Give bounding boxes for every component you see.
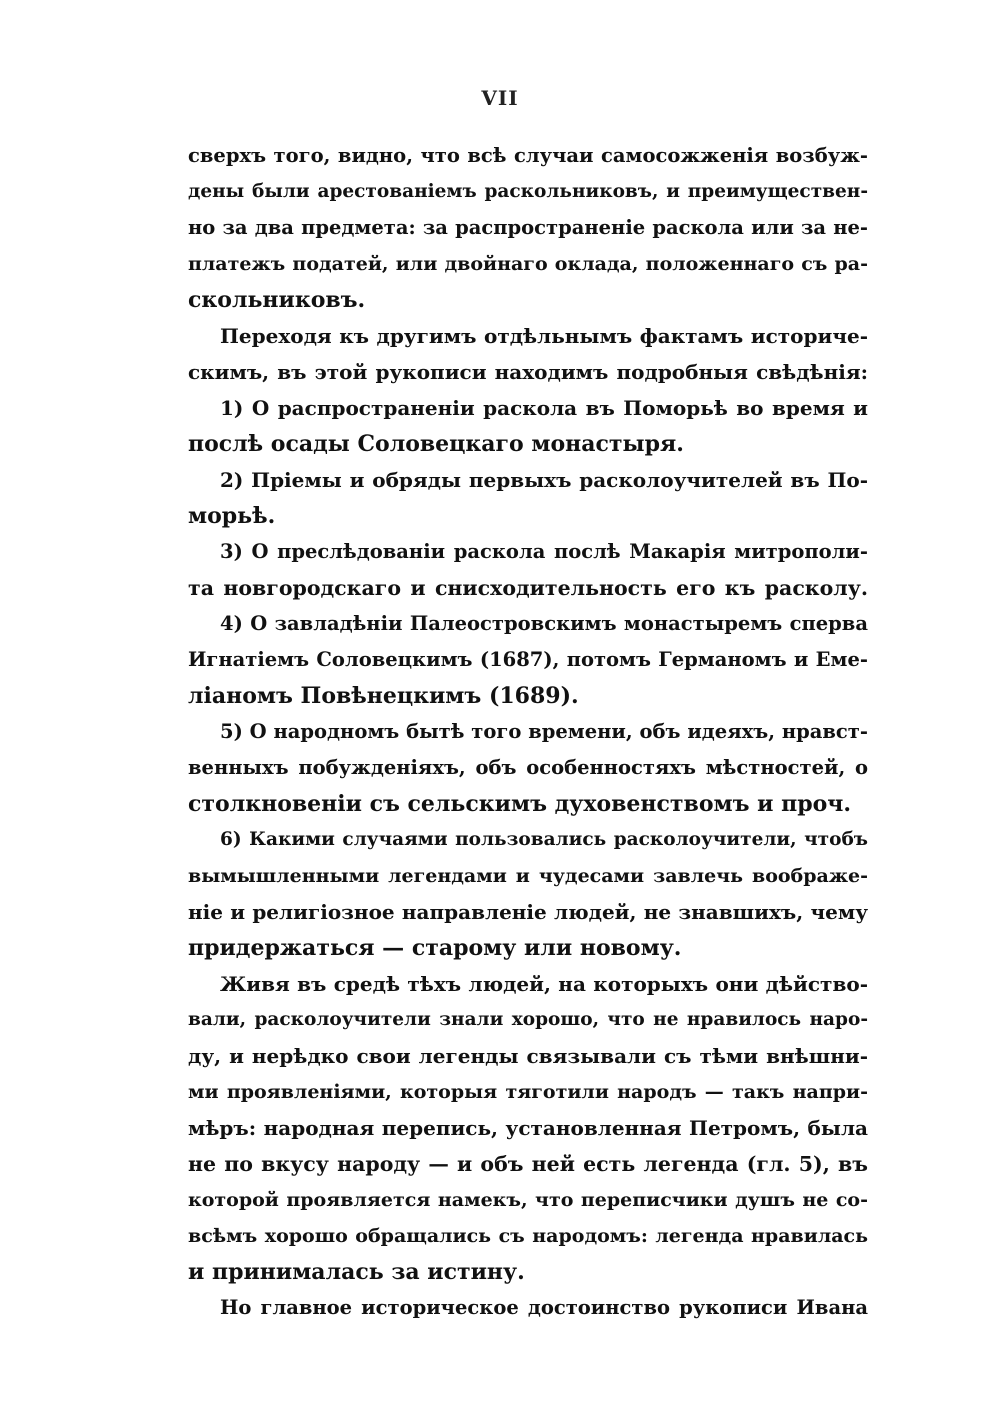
text-line: столкновеніи съ сельскимъ духовенствомъ и проч.	[188, 791, 852, 817]
text-line: 4) О завладѣніи Палеостровскимъ монастыремъ сперва	[220, 612, 868, 635]
text-line: платежъ податей, или двойнаго оклада, положеннаго съ ра-	[188, 253, 868, 275]
text-line: 3) О преслѣдованіи раскола послѣ Макарія митрополи-	[220, 540, 868, 563]
text-line: всѣмъ хорошо обращались съ народомъ: легенда нравилась	[188, 1225, 868, 1247]
page-number: VII	[481, 86, 519, 110]
text-line: не по вкусу народу — и объ ней есть легенда (гл. 5), въ	[188, 1152, 868, 1176]
text-line: 6) Какими случаями пользовались расколоучители, чтобъ	[220, 829, 868, 850]
text-line: 5) О народномъ бытѣ того времени, объ идеяхъ, нравст-	[220, 720, 868, 743]
text-line: 1) О распространеніи раскола въ Поморьѣ во время и	[220, 396, 868, 420]
text-line: придержаться — старому или новому.	[188, 935, 682, 961]
text-line: Но главное историческое достоинство рукописи Ивана	[220, 1296, 868, 1319]
text-line: ду, и нерѣдко свои легенды связывали съ тѣми внѣшни-	[188, 1044, 868, 1068]
text-line: вали, расколоучители знали хорошо, что не нравилось наро-	[188, 1009, 868, 1030]
text-line: дены были арестованіемъ раскольниковъ, и преимуществен-	[188, 181, 868, 202]
text-line: и принималась за истину.	[188, 1259, 525, 1285]
text-line: скимъ, въ этой рукописи находимъ подробныя свѣдѣнія:	[188, 360, 868, 384]
text-line: сверхъ того, видно, что всѣ случаи самосожженія возбуж-	[188, 144, 868, 167]
text-line: но за два предмета: за распространеніе раскола или за не-	[188, 216, 868, 239]
text-line: ліаномъ Повѣнецкимъ (1689).	[188, 683, 579, 709]
text-line: которой проявляется намекъ, что переписчики душъ не со-	[188, 1189, 868, 1211]
text-line: ми проявленіями, которыя тяготили народъ — такъ напри-	[188, 1081, 868, 1103]
text-line: вымышленными легендами и чудесами завлечь воображе-	[188, 865, 868, 887]
text-line: скольниковъ.	[188, 287, 366, 313]
text-line: Живя въ средѣ тѣхъ людей, на которыхъ они дѣйство-	[220, 972, 868, 996]
text-line: Переходя къ другимъ отдѣльнымъ фактамъ историче-	[220, 324, 868, 348]
text-line: Игнатіемъ Соловецкимъ (1687), потомъ Германомъ и Еме-	[188, 648, 868, 671]
text-line: морьѣ.	[188, 503, 276, 529]
text-line: послѣ осады Соловецкаго монастыря.	[188, 431, 684, 457]
text-line: 2) Пріемы и обряды первыхъ расколоучителей въ По-	[220, 468, 868, 492]
text-line: мѣръ: народная перепись, установленная Петромъ, была	[188, 1116, 868, 1140]
text-line: венныхъ побужденіяхъ, объ особенностяхъ мѣстностей, о	[188, 756, 868, 779]
text-line: та новгородскаго и снисходительность его къ расколу.	[188, 576, 868, 600]
text-line: ніе и религіозное направленіе людей, не знавшихъ, чему	[188, 900, 868, 924]
